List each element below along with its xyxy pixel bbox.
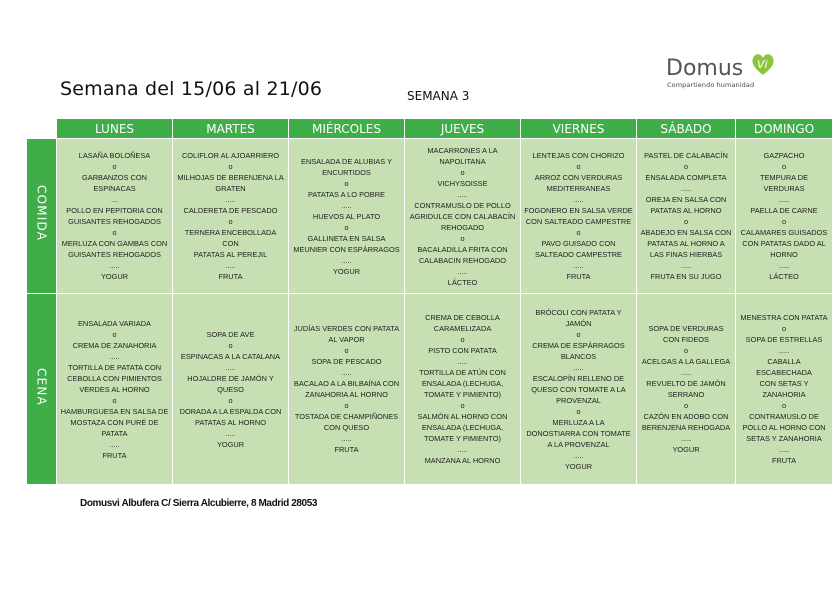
menu-line: ..... [457,266,468,276]
menu-line: PATATA [101,428,128,438]
menu-cell [736,139,833,294]
day-header: MIÉRCOLES [289,119,405,139]
menu-line: PROVENZAL [556,395,601,405]
weekly-menu-table [26,118,833,485]
menu-cell [173,139,289,294]
menu-line: SETAS Y ZANAHORIA [746,434,822,443]
domusvi-logo [666,52,786,92]
menu-line: ENCURTIDOS [322,167,371,177]
day-header: JUEVES [405,119,521,139]
menu-line: o [344,178,349,188]
menu-line: ..... [225,362,236,372]
menu-cell [521,294,637,485]
menu-line: MACARRONES A LA [427,145,498,155]
menu-line: MEUNIER CON ESPÁRRAGOS [293,244,400,254]
menu-line: MOSTAZA CON PURÉ DE [70,417,159,427]
menu-line: GAZPACHO [763,151,805,160]
menu-line: YOGUR [564,461,593,471]
menu-line: ..... [778,346,790,355]
menu-line: A LA PROVENZAL [547,439,610,449]
menu-cell [173,294,289,485]
menu-line: JUDÍAS VERDES CON PATATA [293,324,400,333]
menu-line: AL VAPOR [328,335,365,344]
menu-line: BLANCOS [560,351,597,361]
day-header: LUNES [57,119,173,139]
menu-cell [289,139,405,294]
meal-label: COMIDA [34,185,49,242]
menu-line: PAVO GUISADO CON [541,239,616,248]
menu-line: TORTILLA DE ATÚN CON [419,368,506,377]
menu-line: POLLO EN PEPITORIA CON [66,206,163,215]
menu-line: ENSALADA (LECHUGA, [421,423,504,432]
menu-line: CALABACIN REHOGADO [418,255,507,265]
menu-line: DONOSTIARRA CON TOMATE [526,428,631,438]
menu-line: GUISANTES REHOGADOS [68,217,161,226]
menu-line: ZANAHORIA [762,390,806,399]
menu-line: … [110,195,119,204]
menu-line: ..... [341,434,352,443]
menu-cell [637,139,736,294]
menu-line: o [112,228,117,237]
menu-line: o [228,395,233,405]
menu-line: o [781,162,787,171]
menu-line: FRUTA [334,445,359,454]
menu-line: GUISANTES REHOGADOS [68,250,161,259]
menu-line: PATATAS AL HORNO [195,417,266,427]
menu-line: o [683,346,689,355]
menu-line: COLIFLOR AL AJOARRIERO [181,151,280,160]
menu-line: AGRIDULCE CON CALABACÍN [409,211,516,221]
menu-cell [736,294,833,485]
menu-line: TOMATE Y PIMIENTO) [424,390,501,399]
menu-line: o [460,335,465,344]
menu-line: ZANAHORIA AL HORNO [305,390,388,399]
menu-line: o [576,162,581,171]
menu-line: CALAMARES GUISADOS [740,228,828,237]
menu-line: MERLUZA CON GAMBAS CON [61,239,168,248]
menu-line: ..... [680,434,692,443]
menu-cell [289,294,405,485]
menu-line: ..... [109,439,120,449]
menu-line: REVUELTO DE JAMÓN [646,379,726,388]
menu-line: o [781,401,787,410]
menu-line: DORADA A LA ESPALDA CON [179,406,282,416]
menu-line: MILHOJAS DE BERENJENA LA [177,173,284,182]
menu-line: o [344,222,349,232]
menu-line: CONTRAMUSLO DE POLLO [414,200,511,210]
menu-line: MENESTRA CON PATATA [740,313,828,322]
menu-cell [405,294,521,485]
menu-line: MEDITERRANEAS [546,184,611,193]
menu-line: YOGUR [332,266,361,276]
menu-line: o [683,401,689,410]
menu-line: CABALLA ESCABECHADA [756,357,812,377]
menu-line: ..... [225,261,236,270]
menu-line: SALTEADO CAMPESTRE [535,250,622,259]
menu-line: YOGUR [100,272,129,281]
menu-cell [57,294,173,485]
menu-line: BACALAO A LA BILBAÍNA CON [293,379,400,388]
meal-label: CENA [34,367,49,406]
menu-line: PATATAS A LO POBRE [308,189,385,199]
menu-line: PAELLA DE CARNE [750,206,818,215]
menu-line: o [112,395,117,405]
menu-line: ACELGAS A LA GALLEGA [641,357,731,366]
menu-line: ENSALADA COMPLETA [645,173,727,182]
menu-line: o [460,233,465,243]
heart-logo-icon [750,52,776,78]
menu-line: ..... [680,368,692,377]
menu-line: BACALADILLA FRITA CON [417,244,508,254]
menu-line: CAZÓN EN ADOBO CON [643,412,729,421]
menu-line: PATATAS AL PEREJIL [193,250,268,259]
meal-label-cell [27,139,57,294]
menu-line: ..... [680,261,692,270]
menu-line: o [112,162,117,171]
menu-cell [521,139,637,294]
menu-line: FRUTA [102,450,127,460]
day-header: VIERNES [521,119,637,139]
menu-line: GARBANZOS CON ESPINACAS [82,173,147,193]
menu-line: BERENJENA REHOGADA [641,423,731,432]
menu-line: OREJA EN SALSA CON [645,195,727,204]
menu-cell [637,294,736,485]
menu-line: JAMÓN [565,318,592,328]
logo-tagline: Compartiendo humanidad [667,81,755,89]
menu-line: o [576,406,581,416]
menu-line: FOGONERO EN SALSA VERDE [524,206,633,215]
day-header-row [27,119,833,139]
menu-line: FRUTA [218,272,243,281]
menu-line: ARROZ CON VERDURAS [534,173,623,182]
menu-line: TERNERA ENCEBOLLADA CON [184,228,277,248]
menu-line: o [228,162,233,171]
menu-line: CON QUESO [323,423,370,432]
menu-line: o [460,167,465,177]
menu-line: ESCALOPÍN RELLENO DE [532,373,625,383]
menu-line: FRUTA EN SU JUGO [650,272,722,281]
menu-line: ..... [778,445,790,454]
menu-line: SOPA DE PESCADO [311,357,382,366]
menu-line: o [228,340,233,350]
menu-cell [405,139,521,294]
menu-line: ..... [109,261,120,270]
menu-line: o [683,217,689,226]
menu-line: ..... [573,195,584,204]
menu-line: CON FIDEOS [663,335,709,344]
menu-line: TOSTADA DE CHAMPIÑONES [294,412,399,421]
menu-line: ESPINACAS A LA CATALANA [180,351,281,361]
menu-line: o [576,329,581,339]
menu-line: MANZANA AL HORNO [424,456,501,465]
menu-line: ENSALADA (LECHUGA, [421,379,504,388]
menu-line: PISTO CON PATATA [428,346,497,355]
menu-line: o [112,329,117,339]
menu-line: SERRANO [667,390,705,399]
menu-line: ABADEJO EN SALSA CON [640,228,732,237]
day-header: SÁBADO [637,119,736,139]
menu-line: CON SETAS Y [759,379,809,388]
menu-line: o [228,217,233,226]
menu-line: HAMBURGUESA EN SALSA DE [60,406,169,416]
menu-line: ..... [778,261,790,270]
menu-line: SALMÓN AL HORNO CON [417,412,508,421]
menu-line: QUESO [217,384,244,394]
week-label: SEMANA 3 [407,89,470,103]
menu-line: CREMA DE ZANAHORIA [72,340,157,350]
menu-line: ..... [778,195,790,204]
menu-line: LASAÑA BOLOÑESA [78,151,151,160]
menu-line: o [344,346,349,355]
menu-line: ..... [341,368,352,377]
menu-line: QUESO CON TOMATE A LA [531,384,626,394]
menu-line: ..... [341,255,352,265]
menu-line: ..... [109,351,120,361]
menu-line: SOPA DE ESTRELLAS [745,335,823,344]
meal-label-cell [27,294,57,485]
menu-line: ..... [225,195,236,204]
menu-line: HORNO [770,250,798,259]
menu-line: o [683,162,689,171]
day-header: DOMINGO [736,119,833,139]
menu-line: PATATAS AL HORNO [650,206,722,215]
menu-line: o [781,217,787,226]
menu-line: ..... [457,445,468,454]
menu-line: PATATAS AL HORNO A [647,239,725,248]
menu-line: FRUTA [771,456,797,465]
menu-line: TOMATE Y PIMIENTO) [424,434,501,443]
logo-word: Domus [666,56,744,81]
menu-line: ..... [573,261,584,270]
menu-cell [57,139,173,294]
menu-line: CREMA DE CEBOLLA [425,313,500,322]
menu-line: VERDES AL HORNO [79,384,150,394]
menu-line: CREMA DE ESPÁRRAGOS [532,340,625,350]
menu-line: REHOGADO [440,222,485,232]
menu-line: ..... [225,428,236,438]
menu-line: TORTILLA DE PATATA CON [67,362,162,372]
menu-line: PASTEL DE CALABACÍN [644,151,728,160]
menu-line: CEBOLLA CON PIMIENTOS [67,373,162,383]
footer-address: Domusvi Albufera C/ Sierra Alcubierre, 8 Madrid 28053 [80,498,318,509]
day-header: MARTES [173,119,289,139]
menu-line: CON SALTEADO CAMPESTRE [525,217,632,226]
meal-row-cena [27,294,833,485]
menu-line: ENSALADA VARIADA [78,318,151,328]
menu-line: ..... [680,184,692,193]
menu-line: CON PATATAS DADO AL [742,239,826,248]
menu-line: LAS FINAS HIERBAS [649,250,723,259]
menu-line: o [344,401,349,410]
menu-line: o [460,401,465,410]
page-title: Semana del 15/06 al 21/06 [60,78,323,100]
menu-line: ..... [573,450,584,460]
menu-line: o [576,228,581,237]
menu-line: YOGUR [672,445,700,454]
menu-line: LÁCTEO [769,272,799,281]
menu-line: YOGUR [216,439,245,449]
menu-line: POLLO AL HORNO CON [742,423,826,432]
menu-line: ENSALADA DE ALUBIAS Y [300,156,393,166]
menu-line: BRÓCOLI CON PATATA Y [535,307,622,317]
menu-line: ..... [457,357,468,366]
menu-line: ..... [457,189,468,199]
logo-heart-letter: Vi [757,58,768,71]
menu-line: CARAMELIZADA [433,324,492,333]
menu-line: NAPOLITANA [439,156,486,166]
menu-line: GRATEN [215,184,246,193]
menu-line: MERLUZA A LA [552,417,605,427]
menu-line: VICHYSOISSE [437,178,488,188]
menu-line: LENTEJAS CON CHORIZO [532,151,625,160]
menu-line: CALDERETA DE PESCADO [183,206,278,215]
menu-line: o [781,324,787,333]
menu-line: FRUTA [566,272,591,281]
meal-row-comida [27,139,833,294]
menu-line: HUEVOS AL PLATO [312,211,381,221]
menu-line: SOPA DE VERDURAS [648,324,724,333]
menu-line: LÁCTEO [447,277,478,287]
menu-line: TEMPURA DE VERDURAS [759,173,809,193]
menu-line: ..... [573,362,584,372]
menu-line: GALLINETA EN SALSA [307,233,386,243]
menu-line: SOPA DE AVE [206,329,255,339]
menu-line: ..... [341,200,352,210]
menu-line: CONTRAMUSLO DE [749,412,819,421]
menu-line: HOJALDRE DE JAMÓN Y [187,373,274,383]
corner-cell [27,119,57,139]
